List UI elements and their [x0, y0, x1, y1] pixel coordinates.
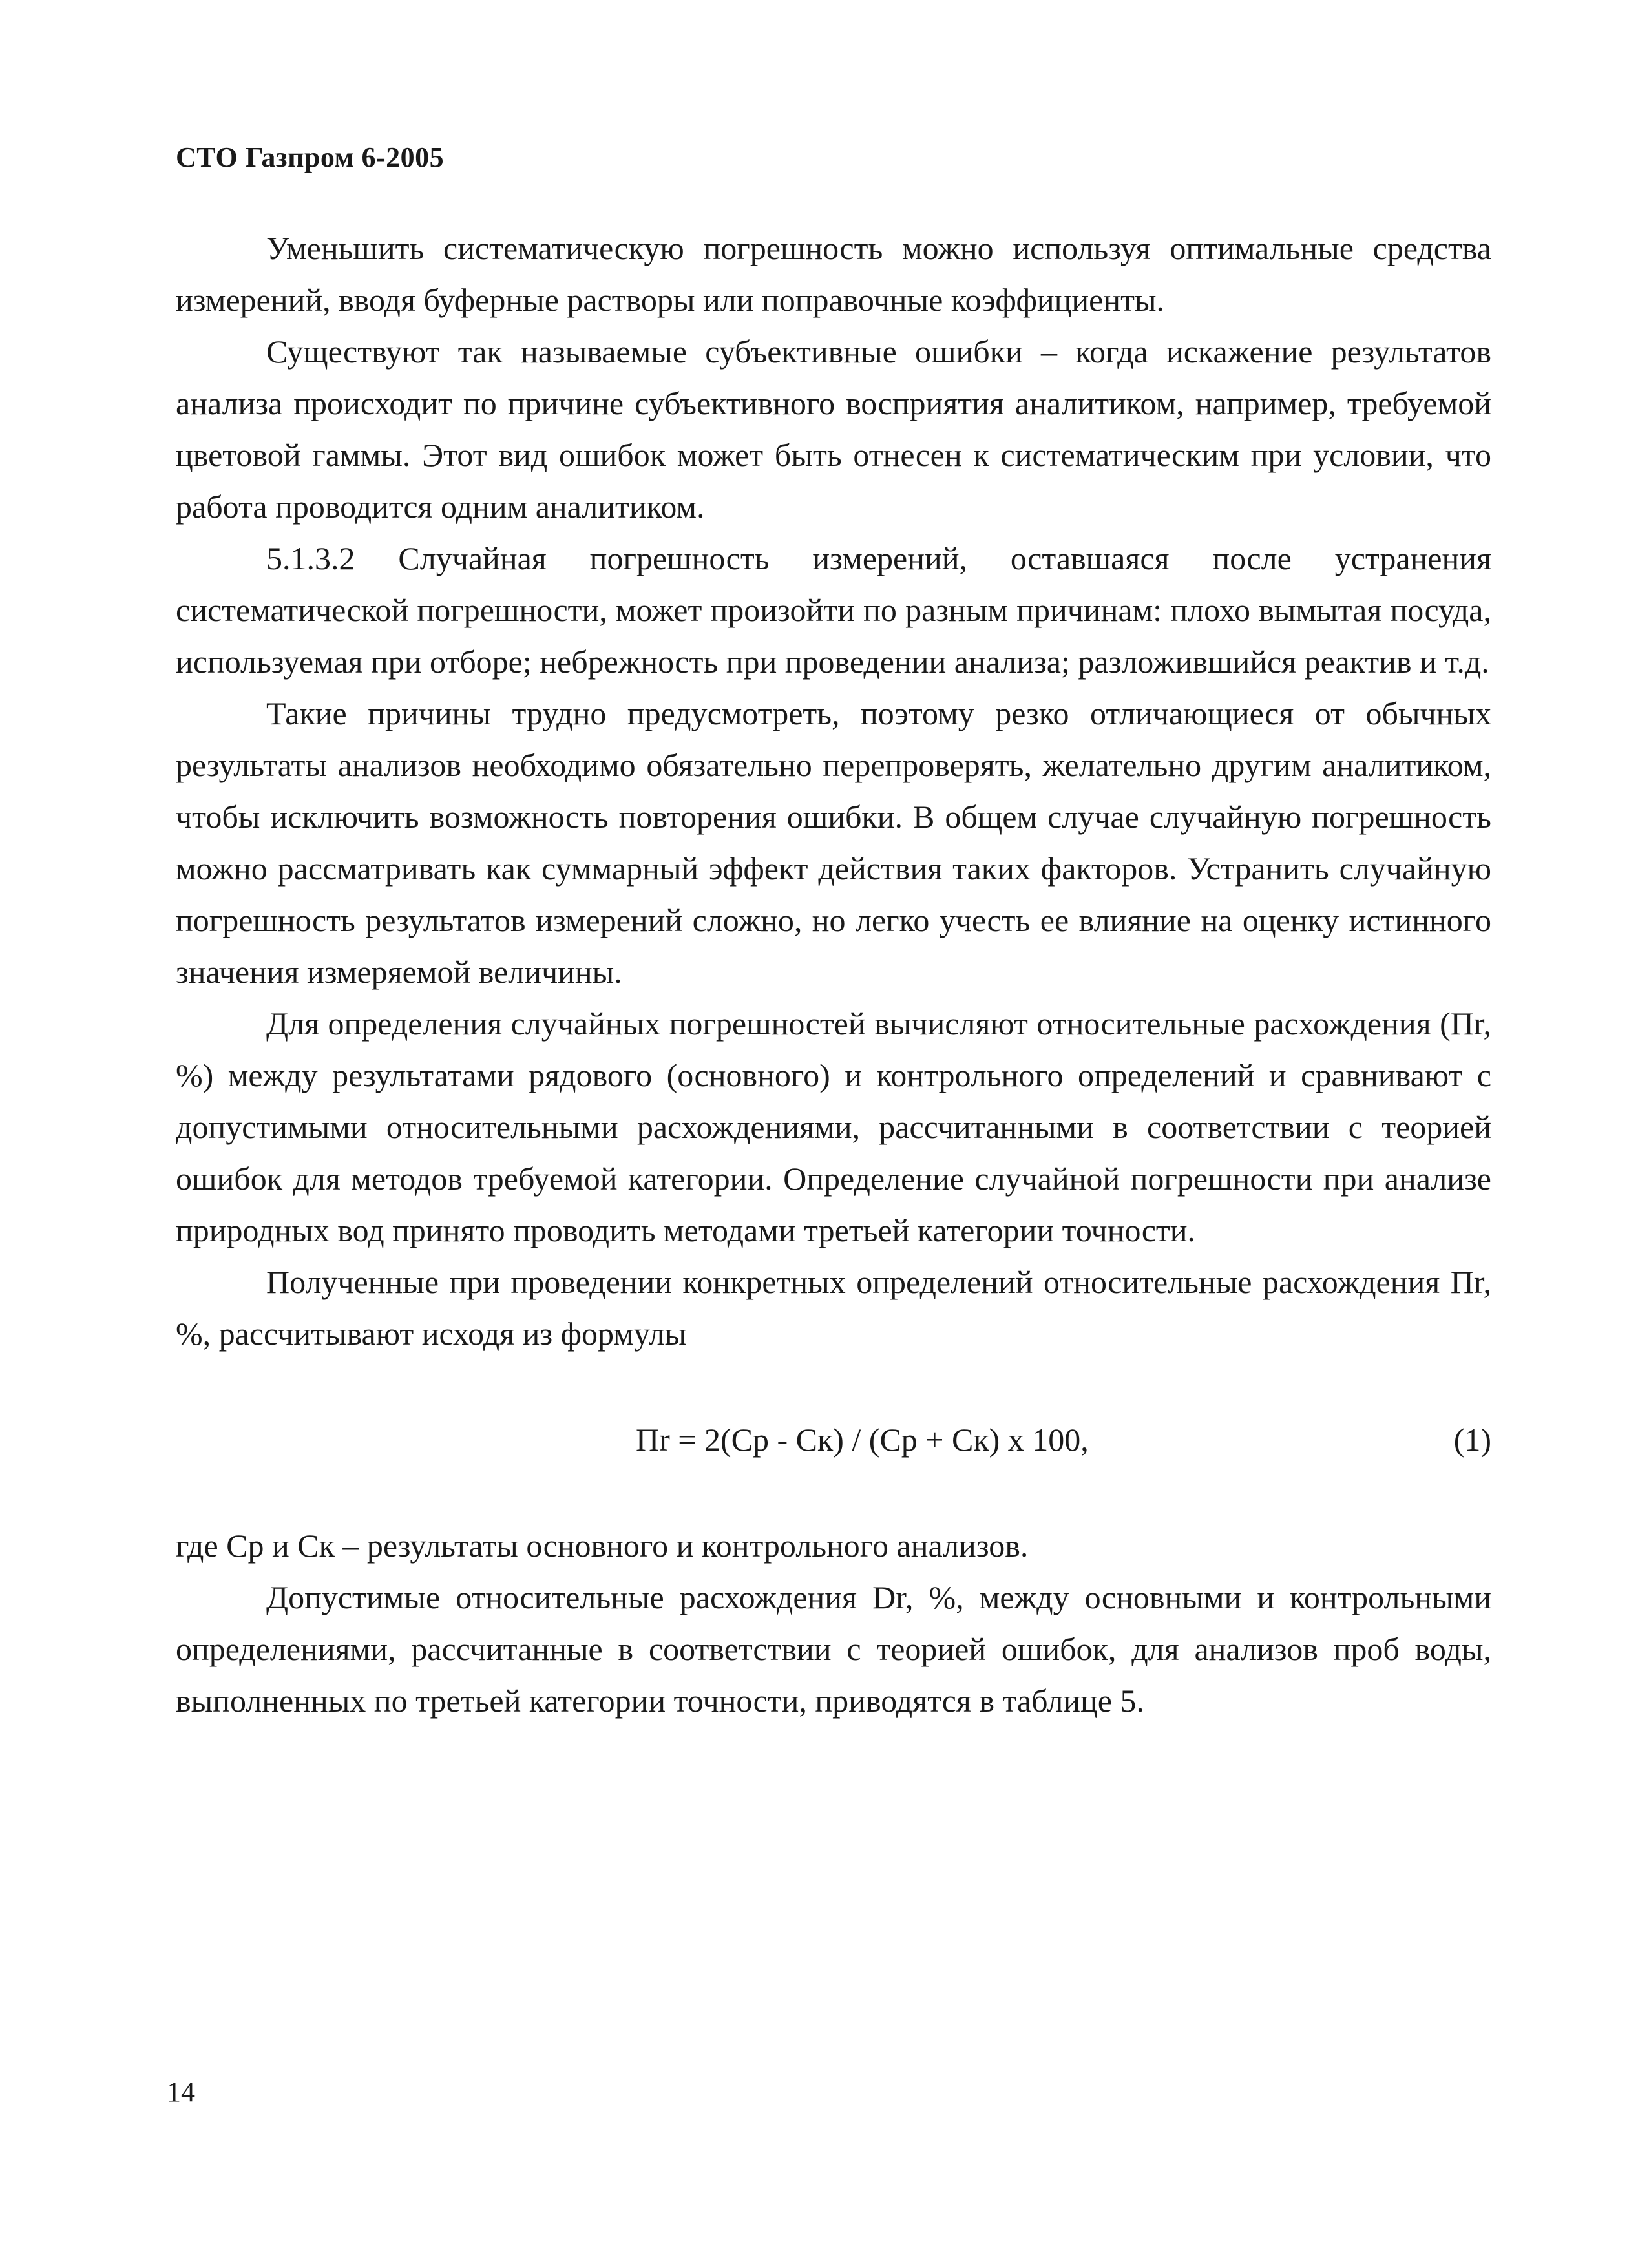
paragraph-determination: Для определения случайных погрешностей вычисляют относительные расхождения (Пr, %) между результатами рядового (основного) и контрольного определений и сравнивают с допустимыми относительными расхождениями, рассчитанными в соответствии с теорией ошибок для методов требуемой категории. Определение случайной погрешности при анализе природных вод принято проводить методами третьей категории точности. — [176, 1005, 1491, 1248]
paragraph-formula-intro: Полученные при проведении конкретных определений относительные расхождения Пr, %, рассчитывают исходя из формулы — [176, 1264, 1491, 1352]
paragraph-table-reference: Допустимые относительные расхождения Dr, %, между основными и контрольными определениями, рассчитанные в соответствии с теорией ошибок, для анализов проб воды, выполненных по третьей категории точности, приводятся в таблице 5. — [176, 1579, 1491, 1719]
formula-legend: где Ср и Ск – результаты основного и контрольного анализов. — [176, 1528, 1029, 1564]
page-number: 14 — [167, 2076, 195, 2108]
formula-row — [176, 1414, 1491, 1465]
paragraph-subjective-errors: Существуют так называемые субъективные ошибки – когда искажение результатов анализа происходит по причине субъективного восприятия аналитиком, например, требуемой цветовой гаммы. Этот вид ошибок может быть отнесен к систематическим при условии, что работа проводится одним аналитиком. — [176, 333, 1491, 525]
paragraph-causes: Такие причины трудно предусмотреть, поэтому резко отличающиеся от обычных результаты анализов необходимо обязательно перепроверять, желательно другим аналитиком, чтобы исключить возможность повторения ошибки. В общем случае случайную погрешность можно рассматривать как суммарный эффект действия таких факторов. Устранить случайную погрешность результатов измерений сложно, но легко учесть ее влияние на оценку истинного значения измеряемой величины. — [176, 695, 1491, 990]
paragraph-random-error: 5.1.3.2 Случайная погрешность измерений, оставшаяся после устранения систематической погрешности, может произойти по разным причинам: плохо вымытая посуда, используемая при отборе; небрежность при проведении анализа; разложившийся реактив и т.д. — [176, 540, 1491, 680]
formula-number: (1) — [1453, 1422, 1491, 1458]
formula-expression: Пr = 2(Ср - Ск) / (Ср + Ск) х 100, — [636, 1422, 1089, 1458]
document-code-header: СТО Газпром 6-2005 — [176, 142, 445, 173]
paragraph-systematic-error: Уменьшить систематическую погрешность можно используя оптимальные средства измерений, вводя буферные растворы или поправочные коэффициенты. — [176, 230, 1491, 318]
body-text — [176, 222, 1491, 1727]
